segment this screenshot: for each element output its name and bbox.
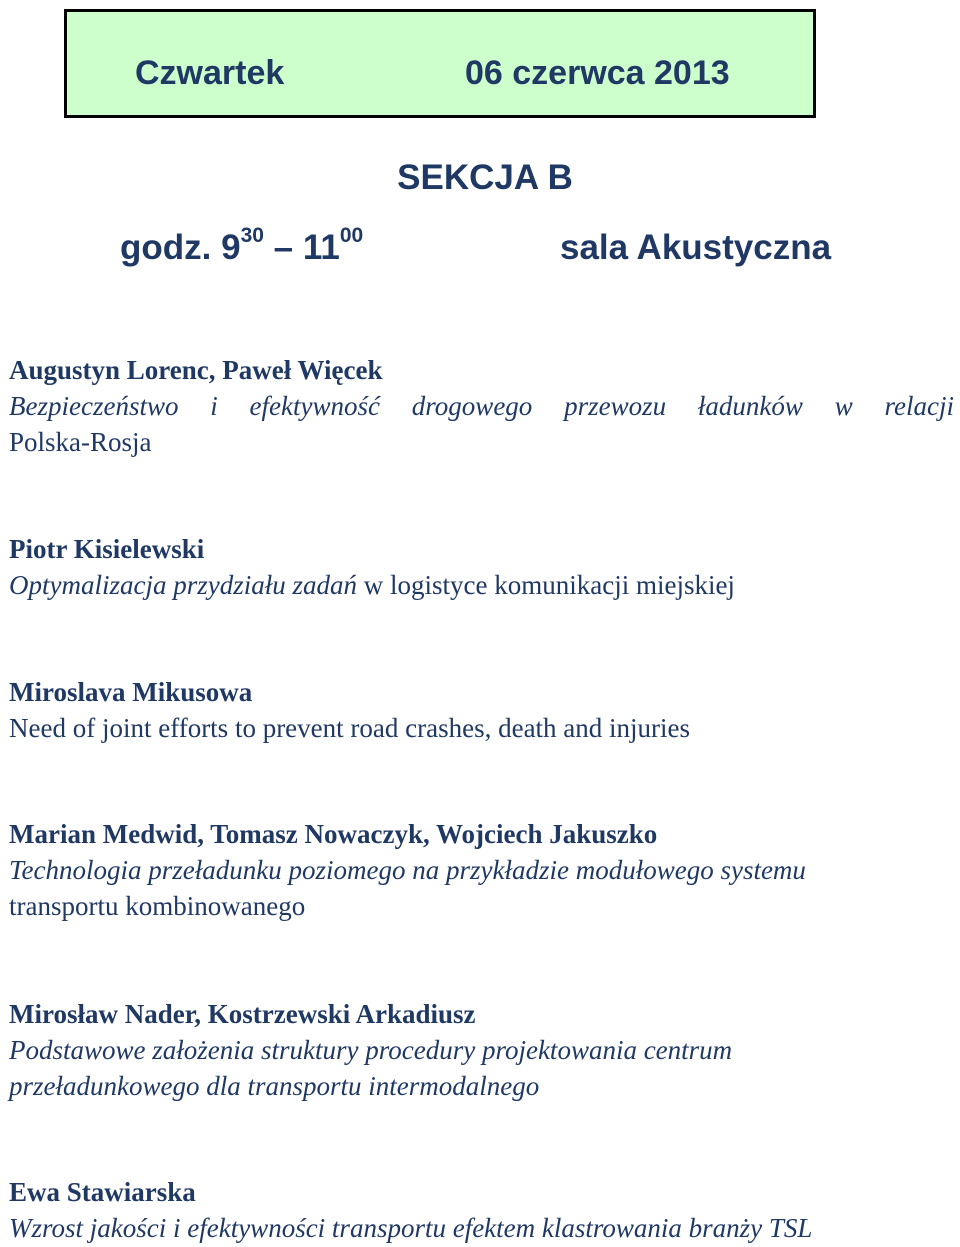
entry-3	[9, 674, 954, 746]
entry-authors: Mirosław Nader, Kostrzewski Arkadiusz	[9, 999, 476, 1029]
entry-title	[9, 1210, 954, 1246]
entry-title-italic: Wzrost jakości i efektywności transportu efektem klastrowania branży TSL	[9, 1213, 813, 1243]
entry-title-italic: Optymalizacja przydziału zadań	[9, 570, 357, 600]
entry-4	[9, 816, 954, 924]
entry-title-plain: Need of joint efforts to prevent road crashes, death and injuries	[9, 713, 691, 743]
session-time	[120, 224, 364, 268]
header-date: 06 czerwca 2013	[465, 54, 730, 92]
entry-title	[9, 567, 954, 603]
entry-title-plain: w logistyce komunikacji miejskiej	[357, 570, 735, 600]
entry-title	[9, 852, 954, 924]
section-title: SEKCJA B	[397, 158, 573, 197]
header-day: Czwartek	[135, 54, 285, 92]
time-start-hour: godz. 9	[120, 228, 241, 267]
entry-title	[9, 710, 954, 746]
entry-title-line-2: przeładunkowego dla transportu intermodalnego	[9, 1071, 540, 1101]
entry-authors: Marian Medwid, Tomasz Nowaczyk, Wojciech Jakuszko	[9, 819, 658, 849]
entry-title-line-2: Polska-Rosja	[9, 427, 152, 457]
entry-title-line-1: Podstawowe założenia struktury procedury projektowania centrum	[9, 1035, 733, 1065]
entry-5	[9, 996, 954, 1104]
header-box	[64, 9, 816, 118]
time-end-hour: – 11	[263, 228, 340, 267]
entry-6	[9, 1174, 954, 1246]
entry-1	[9, 352, 954, 460]
entry-title	[9, 388, 954, 460]
entry-authors: Ewa Stawiarska	[9, 1177, 196, 1207]
entry-title-line-1: Technologia przeładunku poziomego na przykładzie modułowego systemu	[9, 855, 806, 885]
entry-authors: Augustyn Lorenc, Paweł Więcek	[9, 355, 383, 385]
entry-2	[9, 531, 954, 603]
time-start-minutes: 30	[240, 224, 264, 248]
entry-title-line-2: transportu kombinowanego	[9, 891, 306, 921]
time-end-minutes: 00	[339, 224, 364, 248]
entry-title	[9, 1032, 954, 1104]
room-name: sala Akustyczna	[560, 228, 832, 267]
entry-title-line-1: Bezpieczeństwo i efektywność drogowego przewozu ładunków w relacji	[9, 391, 954, 421]
entry-authors: Miroslava Mikusowa	[9, 677, 253, 707]
entry-authors: Piotr Kisielewski	[9, 534, 205, 564]
